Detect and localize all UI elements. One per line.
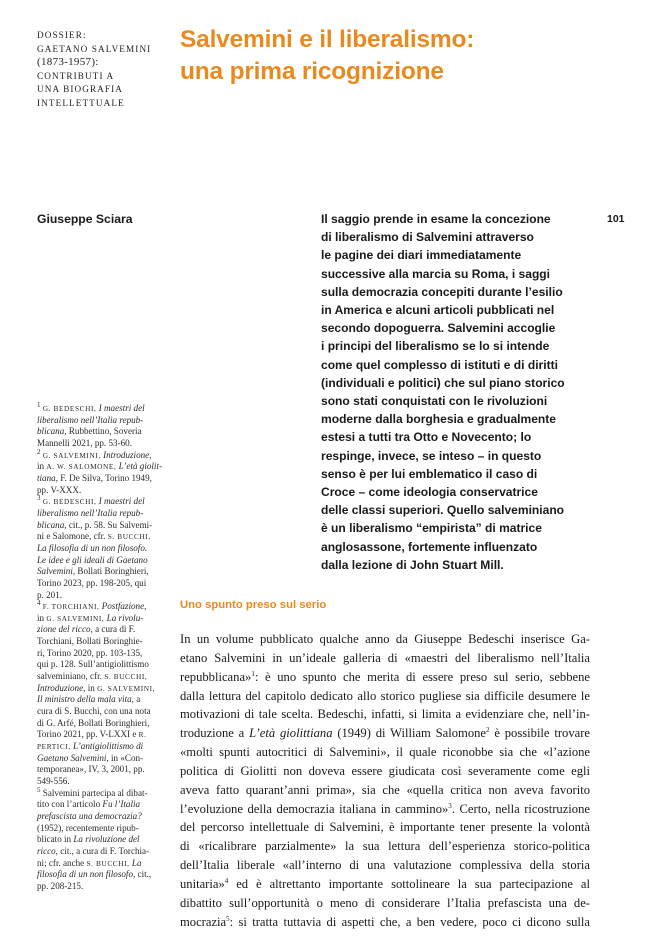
kicker-line: CONTRIBUTI A [37, 70, 115, 81]
section-heading: Uno spunto preso sul serio [180, 599, 327, 611]
abstract-line: Il saggio prende in esame la concezione [321, 212, 551, 226]
title-line: Salvemini e il liberalismo: [180, 26, 475, 53]
abstract-line: successive alla marcia su Roma, i saggi [321, 266, 551, 281]
footnote-ref: 1 [251, 669, 255, 678]
body-line: del percorso intellettuale di Salvemini, è importante tener presente la volontà [180, 820, 590, 835]
footnote-4: $^4$ F. TORCHIANI, Postfazione, [37, 599, 147, 612]
body-line: di «ricalibrare parzialmente» la sua lettura dell’esperienza storico-politica [180, 839, 590, 854]
dossier-kicker [37, 29, 167, 111]
body-line: l’evoluzione della democrazia italiana in cammino»$^3$. Certo, nella ricostruzione [180, 801, 590, 816]
abstract-line: Croce – come ideologia conservatrice [321, 485, 538, 500]
abstract-line: di liberalismo di Salvemini attraverso [321, 230, 534, 245]
abstract-line: i principi del liberalismo se lo si intende [321, 339, 550, 354]
kicker-line: DOSSIER: [37, 30, 87, 40]
body-line: etano Salvemini in un’ideale galleria di «maestri del liberalismo nell’Italia [180, 650, 590, 665]
abstract-line: estesi a tutti tra Otto e Novecento; lo [321, 430, 532, 445]
footnote-ref: 2 [486, 726, 490, 735]
footnote-3: $^3$ G. BEDESCHI, I maestri del [37, 494, 145, 507]
abstract-line: respinge, invece, se inteso – in questo [321, 448, 542, 463]
body-line: mocrazia$^5$: si tratta tuttavia di aspetti che, a ben vedere, poco ci dicono sulla [180, 914, 590, 929]
author-name: Giuseppe Sciara [37, 212, 133, 226]
abstract-line: (individuali e politici) che sul piano storico [321, 375, 565, 390]
body-line: aveva fatto quarant’anni prima», sia che «quella critica non aveva favorito [180, 782, 590, 797]
article-title [180, 24, 620, 88]
abstract-line: moderne dalla borghesia e gradualmente [321, 412, 556, 427]
footnote-ref: 4 [224, 876, 229, 885]
body-line: dibattito sull’opportunità o meno di considerare l’Italia prefascista una de- [180, 895, 590, 910]
body-line: dalla lettura del capitolo dedicato allo storico pugliese sia difficile desumere le [180, 688, 590, 703]
footnote-1: $^1$ G. BEDESCHI, I maestri del [37, 400, 145, 413]
body-line: politica di Giolitti non doveva essere giudicata così severamente come egli [180, 763, 590, 778]
body-text [180, 630, 590, 932]
body-line: «molti spunti autocritici di Salvemini», il quale riconobbe sia che «l’azione [180, 745, 590, 760]
abstract-line: anglosassone, fortemente influenzato [321, 539, 538, 554]
page-number: 101 [607, 213, 625, 225]
abstract-line: è un liberalismo “empirista” di matrice [321, 521, 542, 536]
body-line: troduzione a L’età giolittiana (1949) di William Salomone$^2$ è possibile trovare [180, 726, 590, 741]
kicker-line: (1873-1957): [37, 56, 99, 69]
kicker-line: GAETANO SALVEMINI [37, 43, 152, 54]
footnote-ref: 3 [448, 801, 452, 810]
body-line: In un volume pubblicato qualche anno da Giuseppe Bedeschi inserisce Ga- [180, 632, 590, 646]
body-line: repubblicana»$^1$: è uno spunto che merita di essere preso sul serio, sebbene [180, 669, 590, 684]
abstract [321, 210, 591, 574]
footnotes: $^1$ G. BEDESCHI, I maestri del liberalismo nell’Italia repub- blicana, Rubbettino, Soveria Mannelli 2021, pp. 53-60. $^2$ G. SALVEMINI, Introduzione, in A. W. SALOMONE, L’età giolit- tiana, F. De Silva, Torino 1949, pp. V-XXX. $^3$ G. BEDESCHI, I maestri del liberalismo nell’Italia repub- blicana, cit., p. 58. Su Salvemi- ni e Salomone, cfr. S. BUCCHI, La filosofia di un non filosofo. Le idee e gli ideali di Gaetano Salvemini, Bollati Boringhieri, Torino 2023, pp. 198-205, qui p. 201. $^4$ F. TORCHIANI, Postfazione, in G. SALVEMINI, La rivolu- zione del ricco, a cura di F. Torchiani, Bollati Boringhie- ri, Torino 2020, pp. 103-135, qui p. 128. Sull’antigiolittismo salveminiano, cfr. S. BUCCHI, Introduzione, in G. SALVEMINI, Il ministro della mala vita, a cura di S. Bucchi, con una nota di G. Arfé, Bollati Boringhieri, Torino 2021, pp. V-LXXI e R. PERTICI, L’antigiolittismo di Gaetano Salvemini, in «Con- temporanea», IV, 3, 2001, pp. 549-556. $^5$ Salvemini partecipa al dibat- tito con l’articolo Fu l’Italia prefascista una democrazia? (1952), recentemente ripub- blicato in La rivoluzione del ricco, cit., a cura di F. Torchia- ni; cfr. anche S. BUCCHI, La filosofia di un non filosofo, cit., pp. 208-215. [37, 403, 172, 893]
footnote-5: $^5$ Salvemini partecipa al dibat- [37, 785, 148, 798]
footnote-ref: 5 [226, 914, 230, 923]
abstract-line: secondo dopoguerra. Salvemini accoglie [321, 321, 556, 336]
abstract-line: le pagine dei diari immediatamente [321, 248, 522, 263]
abstract-line: sono stati conquistati con le rivoluzioni [321, 394, 548, 409]
title-line: una prima ricognizione [180, 58, 444, 85]
footnote-2: $^2$ G. SALVEMINI, Introduzione, [37, 447, 152, 460]
abstract-line: in America e alcuni articoli pubblicati nel [321, 303, 555, 318]
body-line: dell’Italia liberale «all’interno di una valutazione complessiva della storia [180, 858, 590, 873]
body-line: motivazioni di tale scelta. Bedeschi, infatti, si limita a evidenziare che, nell’in- [180, 707, 590, 722]
kicker-line: INTELLETTUALE [37, 97, 125, 108]
abstract-line: sulla democrazia concepiti durante l’esilio [321, 284, 563, 299]
kicker-line: UNA BIOGRAFIA [37, 84, 124, 95]
body-line: unitaria»$^4$ ed è altrettanto importante sottolineare la sua partecipazione al [180, 876, 590, 891]
abstract-line: senso è per lui emblematico il caso di [321, 466, 538, 481]
abstract-line: come quel complesso di istituti e di diritti [321, 357, 558, 372]
abstract-line: delle classi superiori. Quello salveminiano [321, 503, 565, 518]
abstract-line: dalla lezione di John Stuart Mill. [321, 557, 504, 572]
